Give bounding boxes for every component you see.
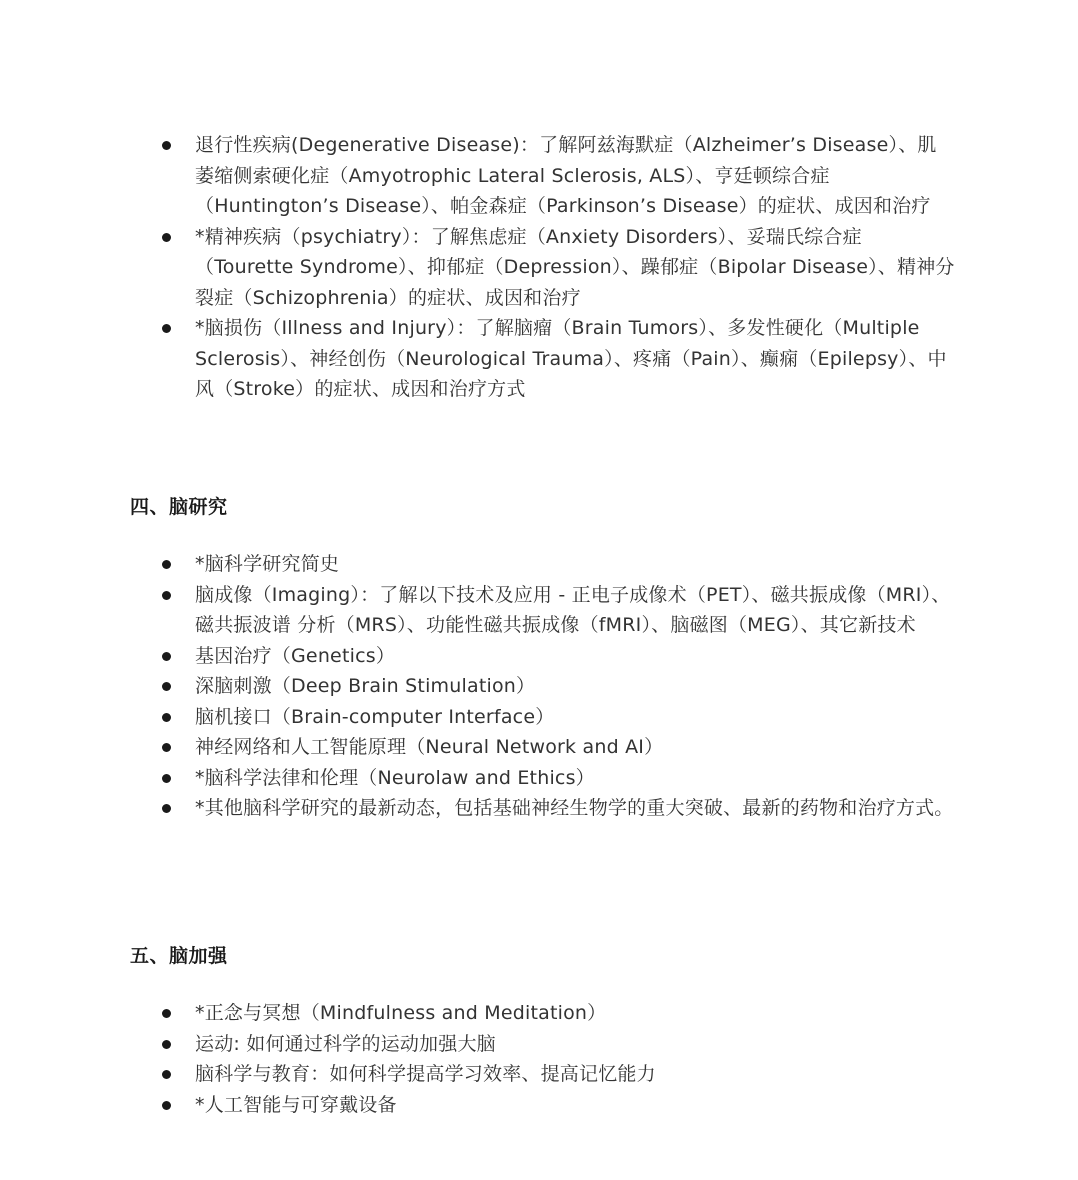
list-item-text: 深脑刺激（Deep Brain Stimulation） <box>195 675 536 697</box>
list-item-text: 脑科学与教育：如何科学提高学习效率、提高记忆能力 <box>195 1063 656 1085</box>
list-item <box>0 222 955 314</box>
list-item <box>0 763 955 794</box>
brain-research-list <box>0 549 1078 824</box>
bullet-icon <box>162 1101 171 1110</box>
list-item-text: 基因治疗（Genetics） <box>195 644 396 667</box>
list-item-text: *脑科学研究简史 <box>195 553 340 575</box>
list-item <box>0 580 955 641</box>
list-item <box>0 732 955 763</box>
list-item <box>0 313 955 405</box>
list-item <box>0 1090 955 1121</box>
list-item-text: 运动: 如何通过科学的运动加强大脑 <box>195 1032 496 1055</box>
bullet-icon <box>162 233 171 242</box>
bullet-icon <box>162 1009 171 1018</box>
disease-list <box>0 130 1078 405</box>
list-item-text: 退行性疾病(Degenerative Disease)：了解阿兹海默症（Alzheimer’s Disease）、肌萎缩侧索硬化症（Amyotrophic Lateral Sclerosis, ALS）、亨廷顿综合症（Huntington’s Disease）、帕金森症（Parkinson’s Disease）的症状、成因和治疗 <box>195 134 937 217</box>
bullet-icon <box>162 1070 171 1079</box>
bullet-icon <box>162 591 171 600</box>
bullet-icon <box>162 141 171 150</box>
list-item <box>0 1029 955 1060</box>
brain-enhancement-list <box>0 998 1078 1120</box>
bullet-icon <box>162 743 171 752</box>
list-item-text: *精神疾病（psychiatry）：了解焦虑症（Anxiety Disorders）、妥瑞氏综合症（Tourette Syndrome）、抑郁症（Depression）、躁郁症（Bipolar Disease）、精神分裂症（Schizophrenia）的症状、成因和治疗 <box>195 225 955 309</box>
list-item-text: *脑科学法律和伦理（Neurolaw and Ethics） <box>195 766 595 789</box>
bullet-icon <box>162 652 171 661</box>
list-item <box>0 130 955 222</box>
section-heading-brain-enhancement: 五、脑加强 <box>130 945 228 967</box>
list-item-text: *正念与冥想（Mindfulness and Meditation） <box>195 1002 607 1024</box>
list-item <box>0 549 955 580</box>
list-item <box>0 998 955 1029</box>
bullet-icon <box>162 804 171 813</box>
list-item-text: 脑机接口（Brain-computer Interface） <box>195 705 555 728</box>
list-item-text: *脑损伤（Illness and Injury）：了解脑瘤（Brain Tumors）、多发性硬化（Multiple Sclerosis）、神经创伤（Neurological Trauma）、疼痛（Pain）、癫痫（Epilepsy）、中风（Stroke）的症状、成因和治疗方式 <box>195 317 947 400</box>
list-item-text: 神经网络和人工智能原理（Neural Network and AI） <box>195 736 664 758</box>
bullet-icon <box>162 560 171 569</box>
section-heading-brain-research: 四、脑研究 <box>130 496 228 518</box>
list-item-text: 脑成像（Imaging）：了解以下技术及应用 - 正电子成像术（PET）、磁共振成像（MRI）、磁共振波谱 分析（MRS）、功能性磁共振成像（fMRI）、脑磁图（MEG）、其它新技术 <box>195 583 951 636</box>
list-item <box>0 641 955 672</box>
bullet-icon <box>162 324 171 333</box>
bullet-icon <box>162 682 171 691</box>
list-item <box>0 793 955 824</box>
list-item-text: *其他脑科学研究的最新动态，包括基础神经生物学的重大突破、最新的药物和治疗方式。 <box>195 797 954 819</box>
bullet-icon <box>162 774 171 783</box>
list-item-text: *人工智能与可穿戴设备 <box>195 1093 397 1116</box>
list-item <box>0 702 955 733</box>
list-item <box>0 671 955 702</box>
list-item <box>0 1059 955 1090</box>
bullet-icon <box>162 1040 171 1049</box>
bullet-icon <box>162 713 171 722</box>
